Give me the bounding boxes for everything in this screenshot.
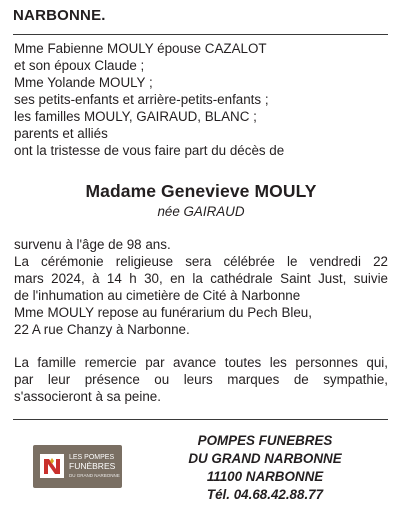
family-line: ses petits-enfants et arrière-petits-enfants ; <box>14 92 269 107</box>
deceased-name: Madame Genevieve MOULY <box>85 181 317 201</box>
logo-text: FUNÈBRES <box>69 461 116 471</box>
company-phone: Tél. 04.68.42.88.77 <box>206 487 324 502</box>
thanks-line: par leur présence ou leurs marques de sympathie, <box>14 372 388 387</box>
thanks-line: s'associeront à sa peine. <box>14 389 161 404</box>
ceremony-line: La cérémonie religieuse sera célébrée le vendredi 22 <box>14 254 388 269</box>
ceremony-line: mars 2024, à 14 h 30, en la cathédrale Saint Just, suivie <box>14 271 388 286</box>
family-announcement <box>14 40 388 159</box>
top-divider <box>13 34 388 35</box>
company-name: DU GRAND NARBONNE <box>188 451 342 466</box>
rest-line: 22 A rue Chanzy à Narbonne. <box>14 322 190 337</box>
funeral-details <box>14 236 388 338</box>
family-line: Mme Fabienne MOULY épouse CAZALOT <box>14 41 267 56</box>
company-city: 11100 NARBONNE <box>206 469 324 484</box>
rest-line: Mme MOULY repose au funérarium du Pech Bleu, <box>14 305 312 320</box>
funeral-home-contact <box>160 432 370 504</box>
ceremony-line: de l'inhumation au cimetière de Cité à Narbonne <box>14 288 301 303</box>
family-line: et son époux Claude ; <box>14 58 145 73</box>
funeral-home-logo <box>33 445 122 488</box>
age-line: survenu à l'âge de 98 ans. <box>14 237 171 252</box>
family-line: les familles MOULY, GAIRAUD, BLANC ; <box>14 109 257 124</box>
thanks-message <box>14 354 388 405</box>
logo-text: DU GRAND NARBONNE <box>69 473 120 478</box>
family-line: Mme Yolande MOULY ; <box>14 75 153 90</box>
logo-mark-icon <box>40 454 64 478</box>
bottom-divider <box>13 419 388 420</box>
city-heading: NARBONNE. <box>13 7 106 24</box>
logo-text: LES POMPES <box>69 454 115 461</box>
family-line: parents et alliés <box>14 126 108 141</box>
deceased-maiden-name: née GAIRAUD <box>157 204 245 219</box>
company-name: POMPES FUNEBRES <box>197 433 333 448</box>
thanks-line: La famille remercie par avance toutes les personnes qui, <box>14 355 388 370</box>
family-line: ont la tristesse de vous faire part du décès de <box>14 143 285 158</box>
